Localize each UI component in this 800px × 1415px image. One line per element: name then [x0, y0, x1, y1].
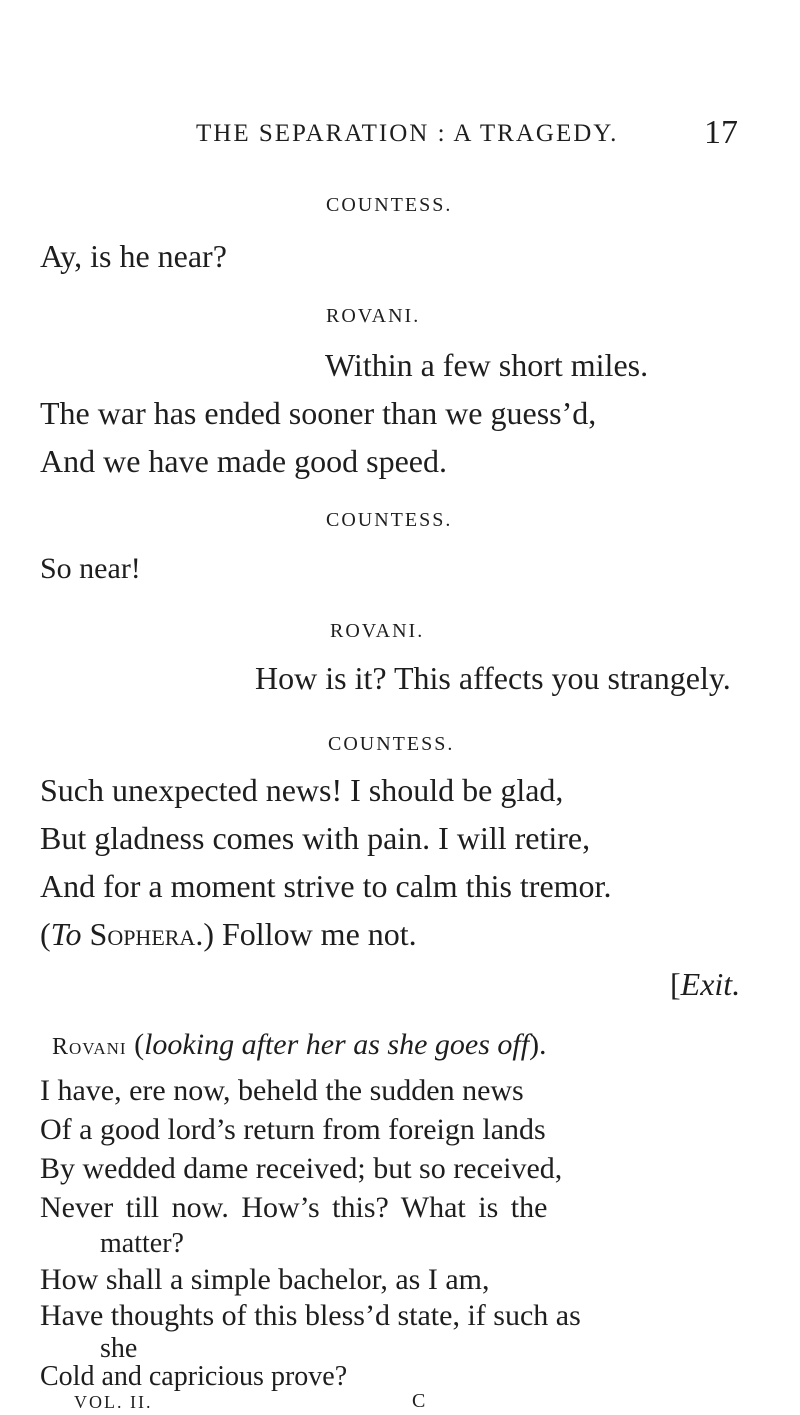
- speaker-label: COUNTESS.: [326, 194, 453, 216]
- verse-line: Of a good lord’s return from foreign lands: [40, 1113, 546, 1146]
- verse-line: How is it? This affects you strangely.: [255, 660, 731, 696]
- verse-line: Have thoughts of this bless’d state, if such as: [40, 1299, 581, 1332]
- verse-line: But gladness comes with pain. I will retire,: [40, 820, 591, 856]
- verse-line: Cold and capricious prove?: [40, 1361, 348, 1392]
- verse-line: By wedded dame received; but so received,: [40, 1152, 563, 1185]
- verse-line: Never till now. How’s this? What is the: [40, 1191, 548, 1224]
- paren: (: [126, 1028, 145, 1061]
- direction-to: To: [50, 916, 82, 952]
- verse-line: How shall a simple bachelor, as I am,: [40, 1263, 490, 1296]
- verse-line: I have, ere now, beheld the sudden news: [40, 1074, 524, 1107]
- running-header: THE SEPARATION : A TRAGEDY.: [196, 120, 619, 147]
- verse-line: Such unexpected news! I should be glad,: [40, 772, 564, 808]
- paren: (: [40, 916, 51, 952]
- verse-line: And for a moment strive to calm this tremor.: [40, 868, 612, 904]
- verse-line-continuation: she: [100, 1333, 138, 1364]
- verse-line: So near!: [40, 552, 141, 585]
- stage-direction-line: [40, 916, 417, 953]
- verse-text: ) Follow me not.: [203, 916, 417, 952]
- verse-line: Ay, is he near?: [40, 238, 227, 274]
- volume-marker: VOL. II.: [74, 1392, 153, 1412]
- speaker-label: COUNTESS.: [326, 509, 453, 531]
- verse-line-continuation: matter?: [100, 1228, 184, 1259]
- signature-mark: C: [412, 1390, 428, 1412]
- paren: ).: [529, 1028, 547, 1061]
- bracket: [: [670, 966, 681, 1002]
- speaker-name: Rovani: [52, 1034, 127, 1060]
- speaker-with-direction: [52, 1028, 547, 1062]
- character-name: Sophera.: [81, 916, 204, 952]
- speaker-label: ROVANI.: [330, 620, 425, 642]
- speaker-label: ROVANI.: [326, 305, 421, 327]
- exit-direction: [670, 966, 740, 1003]
- verse-line: And we have made good speed.: [40, 443, 447, 479]
- speaker-label: COUNTESS.: [328, 733, 455, 755]
- verse-line: The war has ended sooner than we guess’d,: [40, 395, 597, 431]
- verse-line: Within a few short miles.: [325, 347, 649, 383]
- exit-word: Exit.: [680, 966, 741, 1002]
- page-number: 17: [704, 114, 738, 151]
- stage-direction: looking after her as she goes off: [144, 1028, 530, 1061]
